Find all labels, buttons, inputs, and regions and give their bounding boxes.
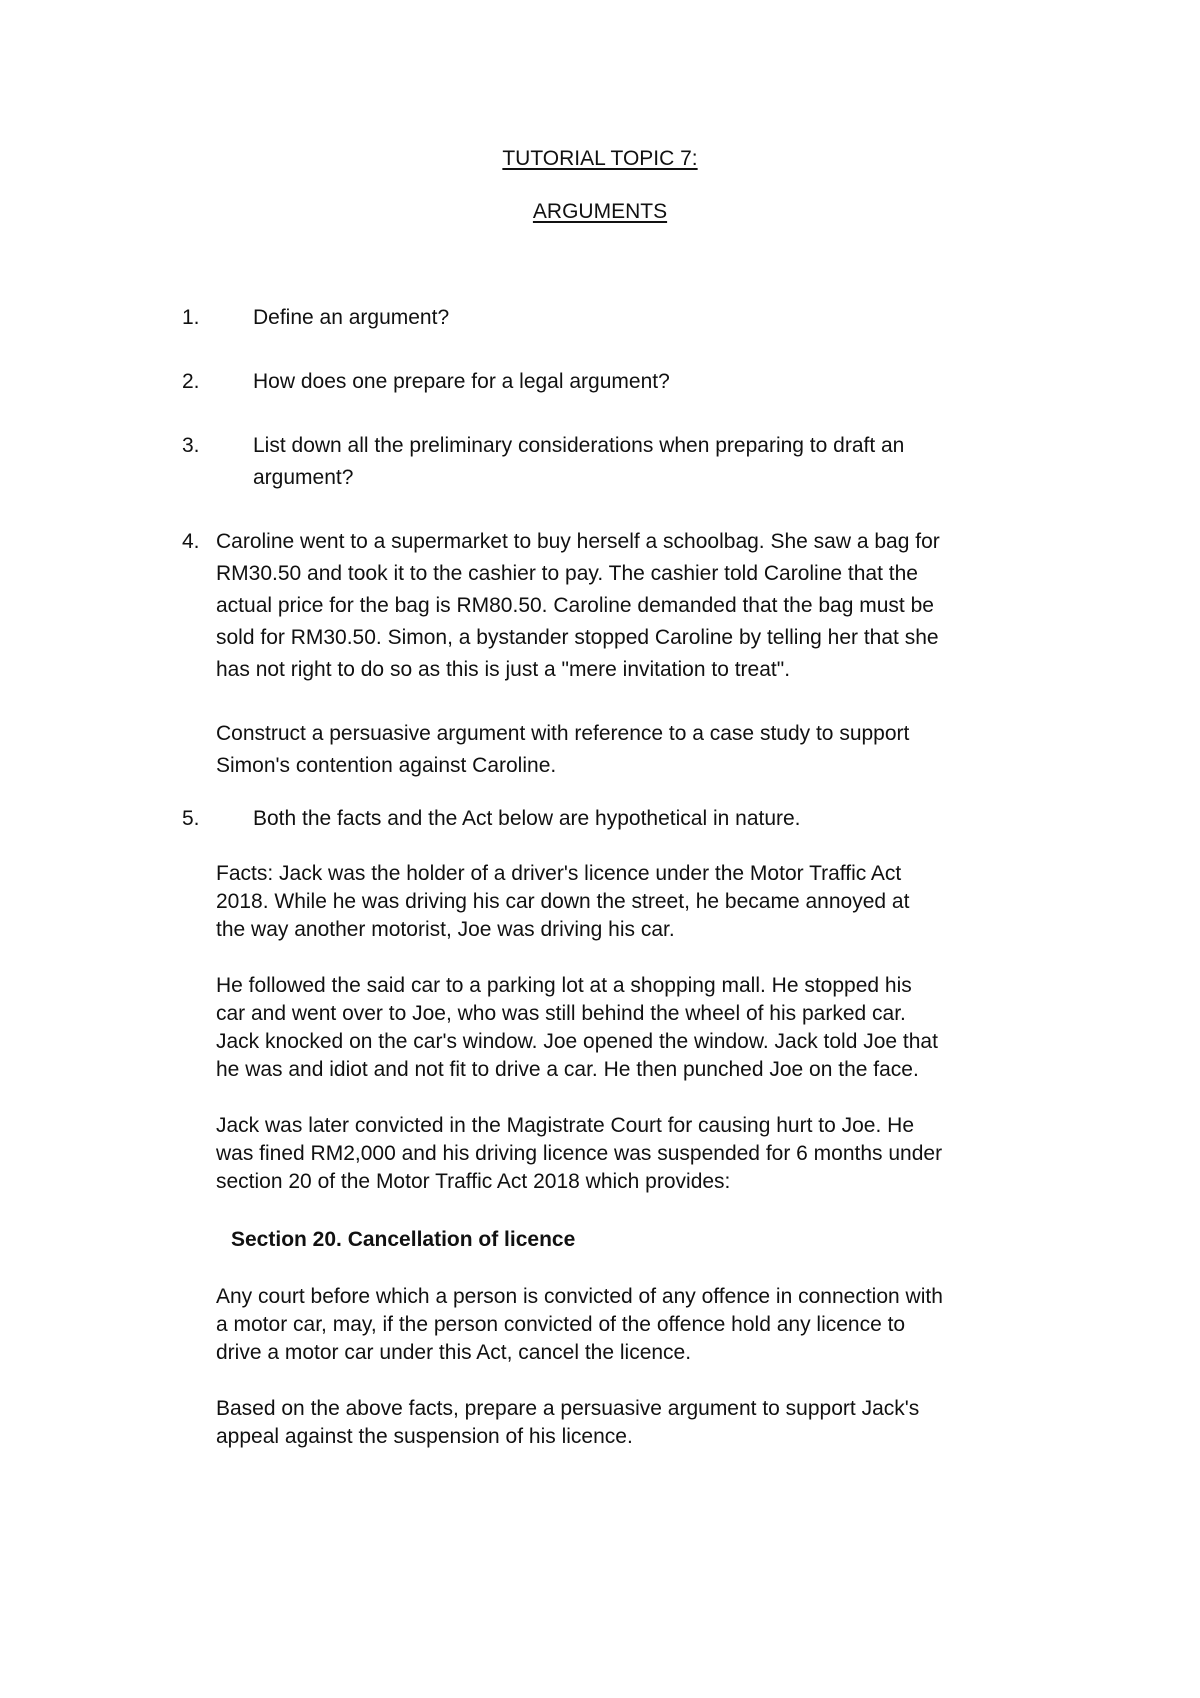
section-text-line: Any court before which a person is convicted of any offence in connection with xyxy=(216,1285,943,1308)
facts-line: 2018. While he was driving his car down the street, he became annoyed at xyxy=(216,890,910,913)
question-5-number: 5. xyxy=(182,807,200,830)
page-title: TUTORIAL TOPIC 7: xyxy=(502,147,698,170)
question-2-number: 2. xyxy=(182,370,200,393)
page-subtitle: ARGUMENTS xyxy=(532,200,668,223)
section-text-line: a motor car, may, if the person convicted of the offence hold any licence to xyxy=(216,1313,906,1336)
section-text-line: drive a motor car under this Act, cancel the licence. xyxy=(216,1341,692,1364)
facts-paragraph-line: was fined RM2,000 and his driving licence was suspended for 6 months under xyxy=(216,1142,943,1165)
facts-paragraph-line: car and went over to Joe, who was still behind the wheel of his parked car. xyxy=(216,1002,906,1025)
question-4-line: sold for RM30.50. Simon, a bystander stopped Caroline by telling her that she xyxy=(216,626,939,649)
section-title: Section 20. Cancellation of licence xyxy=(231,1228,576,1251)
facts-paragraph-line: Jack was later convicted in the Magistrate Court for causing hurt to Joe. He xyxy=(216,1114,914,1137)
question-3-number: 3. xyxy=(182,434,200,457)
question-5-task-line: Based on the above facts, prepare a persuasive argument to support Jack's xyxy=(216,1397,920,1420)
facts-paragraph-line: Jack knocked on the car's window. Joe opened the window. Jack told Joe that xyxy=(216,1030,938,1053)
question-4-task-line: Simon's contention against Caroline. xyxy=(216,754,557,777)
question-5-text: Both the facts and the Act below are hypothetical in nature. xyxy=(253,807,801,830)
facts-paragraph-line: he was and idiot and not fit to drive a car. He then punched Joe on the face. xyxy=(216,1058,919,1081)
question-4-number: 4. xyxy=(182,530,200,553)
question-4-line: RM30.50 and took it to the cashier to pay. The cashier told Caroline that the xyxy=(216,562,918,585)
question-2-text: How does one prepare for a legal argument? xyxy=(253,370,670,393)
question-1-text: Define an argument? xyxy=(253,306,450,329)
question-3-line: List down all the preliminary considerations when preparing to draft an xyxy=(253,434,905,457)
facts-line: Facts: Jack was the holder of a driver's licence under the Motor Traffic Act xyxy=(216,862,902,885)
facts-paragraph-line: section 20 of the Motor Traffic Act 2018 which provides: xyxy=(216,1170,731,1193)
question-4-line: has not right to do so as this is just a "mere invitation to treat". xyxy=(216,658,791,681)
question-4-line: Caroline went to a supermarket to buy herself a schoolbag. She saw a bag for xyxy=(216,530,940,553)
question-5-task-line: appeal against the suspension of his licence. xyxy=(216,1425,633,1448)
facts-line: the way another motorist, Joe was driving his car. xyxy=(216,918,675,941)
question-4-task-line: Construct a persuasive argument with reference to a case study to support xyxy=(216,722,910,745)
facts-paragraph-line: He followed the said car to a parking lot at a shopping mall. He stopped his xyxy=(216,974,912,997)
question-4-line: actual price for the bag is RM80.50. Caroline demanded that the bag must be xyxy=(216,594,934,617)
question-3-line: argument? xyxy=(253,466,354,489)
question-1-number: 1. xyxy=(182,306,200,329)
